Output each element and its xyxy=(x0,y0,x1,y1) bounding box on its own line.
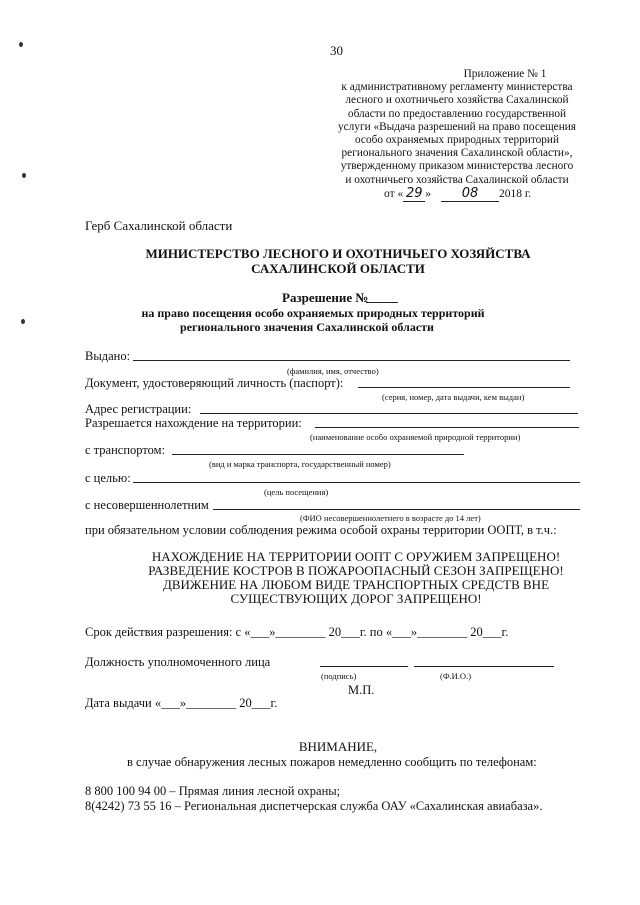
transport-label: с транспортом: xyxy=(85,443,166,457)
name-hint: (Ф.И.О.) xyxy=(440,671,472,681)
permit-title: Разрешение № xyxy=(282,290,369,305)
purpose-field[interactable] xyxy=(133,482,580,483)
issue-date: Дата выдачи «___»________ 20___г. xyxy=(85,696,278,710)
appendix-line: области по предоставлению государственной xyxy=(347,107,567,120)
territory-hint: (наименование особо охраняемой природной территории) xyxy=(310,432,521,442)
appendix-block xyxy=(326,68,588,187)
warning-line: СУЩЕСТВУЮЩИХ ДОРОГ ЗАПРЕЩЕНО! xyxy=(230,591,482,606)
appendix-line: к административному регламенту министерства xyxy=(341,81,573,94)
page-number: 30 xyxy=(330,43,343,58)
appendix-line: услуги «Выдача разрешений на право посещения xyxy=(338,120,576,133)
permit-subtitle-1: на право посещения особо охраняемых природных территорий xyxy=(141,306,485,320)
appendix-line: регионального значения Сахалинской области», xyxy=(341,147,573,160)
issued-to-hint: (фамилия, имя, отчество) xyxy=(287,366,379,376)
signature-field[interactable] xyxy=(320,666,408,667)
attention-text: в случае обнаружения лесных пожаров немедленно сообщить по телефонам: xyxy=(127,755,537,769)
transport-field[interactable] xyxy=(172,454,464,455)
purpose-hint: (цель посещения) xyxy=(264,487,329,497)
ministry-line1: МИНИСТЕРСТВО ЛЕСНОГО И ОХОТНИЧЬЕГО ХОЗЯЙСТВА xyxy=(145,246,531,261)
issued-to-label: Выдано: xyxy=(85,349,131,363)
minor-hint: (ФИО несовершеннолетнего в возрасте до 14 лет) xyxy=(300,513,481,523)
document-label: Документ, удостоверяющий личность (паспорт): xyxy=(85,376,344,390)
validity-period: Срок действия разрешения: с «___»________ 20___г. по «___»________ 20___г. xyxy=(85,625,509,639)
appendix-line: лесного и охотничьего хозяйства Сахалинской xyxy=(345,94,569,107)
transport-hint: (вид и марка транспорта, государственный номер) xyxy=(209,459,391,469)
date-day: 29 xyxy=(403,187,425,202)
phone-line: 8(4242) 73 55 16 – Региональная диспетчерская служба ОАУ «Сахалинская авиабаза». xyxy=(85,799,543,813)
attention-title: ВНИМАНИЕ, xyxy=(298,739,378,754)
appendix-line: особо охраняемых природных территорий xyxy=(355,134,559,147)
signature-hint: (подпись) xyxy=(321,671,357,681)
appendix-line: утвержденному приказом министерства лесного xyxy=(340,160,574,173)
appendix-title: Приложение № 1 xyxy=(463,68,547,80)
ministry-line2: САХАЛИНСКОЙ ОБЛАСТИ xyxy=(251,261,425,276)
minor-field[interactable] xyxy=(213,509,580,510)
purpose-label: с целью: xyxy=(85,471,131,485)
binder-hole-mark xyxy=(22,173,26,178)
official-name-field[interactable] xyxy=(414,666,554,667)
warning-line: НАХОЖДЕНИЕ НА ТЕРРИТОРИИ ООПТ С ОРУЖИЕМ ЗАПРЕЩЕНО! xyxy=(151,549,561,564)
territory-field[interactable] xyxy=(315,427,579,428)
appendix-line: и охотничьего хозяйства Сахалинской области xyxy=(345,173,569,186)
warning-line: РАЗВЕДЕНИЕ КОСТРОВ В ПОЖАРООПАСНЫЙ СЕЗОН ЗАПРЕЩЕНО! xyxy=(148,563,564,578)
issued-to-field[interactable] xyxy=(133,360,570,361)
binder-hole-mark xyxy=(19,42,23,47)
coat-of-arms-label: Герб Сахалинской области xyxy=(85,218,233,233)
minor-label: с несовершеннолетним xyxy=(85,498,209,512)
date-month: 08 xyxy=(441,187,499,202)
phone-line: 8 800 100 94 00 – Прямая линия лесной охраны; xyxy=(85,784,341,798)
appendix-date: от « 29 » 08 2018 г. xyxy=(384,186,532,201)
permit-number-field[interactable] xyxy=(366,302,398,303)
condition-text: при обязательном условии соблюдения режима особой охраны территории ООПТ, в т.ч.: xyxy=(85,523,557,537)
address-field[interactable] xyxy=(200,413,578,414)
stamp-label: М.П. xyxy=(348,683,375,697)
official-label: Должность уполномоченного лица xyxy=(85,655,271,669)
permit-subtitle-2: регионального значения Сахалинской области xyxy=(180,320,434,334)
warning-line: ДВИЖЕНИЕ НА ЛЮБОМ ВИДЕ ТРАНСПОРТНЫХ СРЕДСТВ ВНЕ xyxy=(162,577,550,592)
territory-label: Разрешается нахождение на территории: xyxy=(85,416,302,430)
address-label: Адрес регистрации: xyxy=(85,402,192,416)
document-hint: (серия, номер, дата выдачи, кем выдан) xyxy=(382,392,525,402)
document-field[interactable] xyxy=(358,387,570,388)
warnings-block xyxy=(0,550,640,606)
